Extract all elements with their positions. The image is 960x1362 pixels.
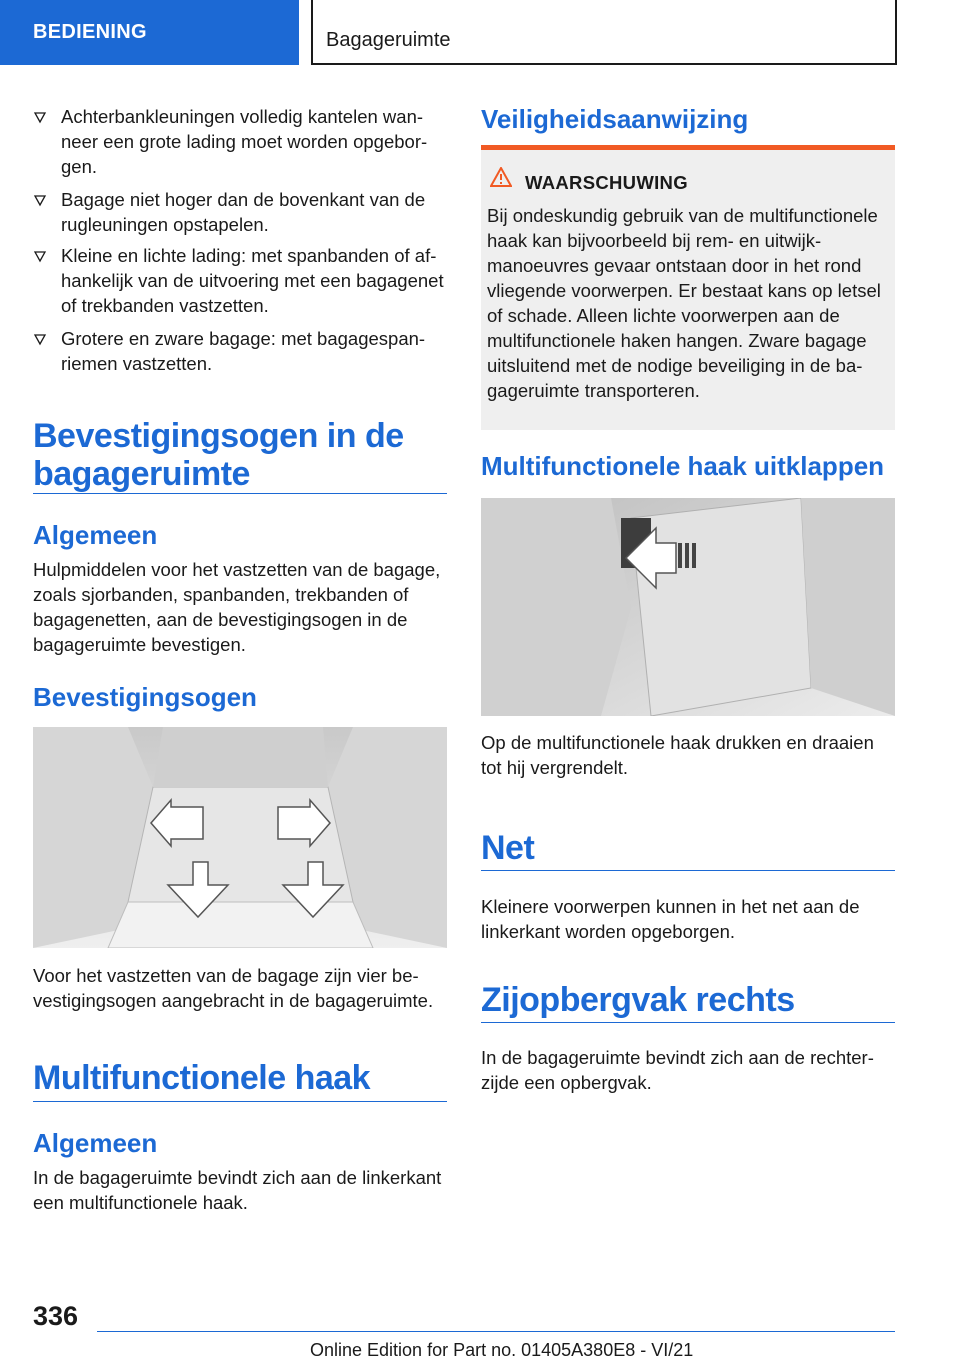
warning-triangle-icon xyxy=(490,167,512,187)
paragraph-eyes: Voor het vastzetten van de bagage zijn vier bevestigingsogen aangebracht in de bagageruimte. xyxy=(33,965,434,1011)
hook-illustration xyxy=(481,498,895,716)
heading-safety: Veiligheidsaanwijzing xyxy=(481,104,749,134)
trunk-fastening-eyes-image xyxy=(33,727,447,948)
heading-rule xyxy=(33,1101,447,1102)
paragraph-net: Kleinere voorwerpen kunnen in het net aan de linkerkant worden opgeborgen. xyxy=(481,896,860,942)
multifunction-hook-image xyxy=(481,498,895,716)
footer-rule xyxy=(97,1331,895,1332)
triangle-bullet-icon xyxy=(33,249,47,263)
section-title: BEDIENING xyxy=(33,21,147,43)
heading-net: Net xyxy=(481,829,535,867)
list-item xyxy=(33,187,447,237)
triangle-bullet-icon xyxy=(33,193,47,207)
list-item-text: Achterbankleuningen volledig kantelen wanneer een grote lading moet worden opgeborgen. xyxy=(61,106,428,177)
heading-general: Algemeen xyxy=(33,520,158,550)
list-item xyxy=(33,326,447,376)
heading-side-compartment: Zijopbergvak rechts xyxy=(481,981,795,1019)
heading-rule xyxy=(481,1022,895,1023)
chapter-tab xyxy=(311,0,897,65)
list-item-text: Bagage niet hoger dan de bovenkant van de rugleuningen opstapelen. xyxy=(61,189,426,235)
paragraph-general: Hulpmiddelen voor het vastzetten van de bagage, zoals sjorbanden, spanbanden, trekbanden of bagagenetten, aan de bevestigingsogen in de bagageruimte bevestigen. xyxy=(33,559,441,655)
heading-fold-out: Multifunctionele haak uitklappen xyxy=(481,451,885,481)
heading-rule xyxy=(481,870,895,871)
list-item xyxy=(33,243,447,318)
page-number: 336 xyxy=(33,1301,79,1331)
list-item xyxy=(33,104,447,179)
heading-eyes: Bevestigingsogen xyxy=(33,682,257,712)
triangle-bullet-icon xyxy=(33,110,47,124)
warning-text: Bij ondeskundig gebruik van de multifunctionele haak kan bijvoorbeeld bij rem- en uitwijkmanoeuvres gevaar ontstaan door in het rond vliegende voorwerpen. Er bestaat kans op letsel of schade. Alleen lichte voorwerpen aan de multifunctionele haken hangen. Zware bagage uitsluitend met de nodige beveiliging in de bagageruimte transporteren. xyxy=(487,205,881,401)
heading-general: Algemeen xyxy=(33,1128,158,1158)
edition-text: Online Edition for Part no. 01405A380E8 - VI/21 xyxy=(310,1340,694,1360)
warning-box xyxy=(481,145,895,430)
heading-multifunction-hook: Multifunctionele haak xyxy=(33,1059,371,1097)
section-tab xyxy=(0,0,299,65)
chapter-title: Bagageruimte xyxy=(326,29,451,51)
paragraph-general: In de bagageruimte bevindt zich aan de linkerkant een multifunctionele haak. xyxy=(33,1167,442,1213)
heading-rule xyxy=(33,493,447,494)
triangle-bullet-icon xyxy=(33,332,47,346)
list-item-text: Kleine en lichte lading: met spanbanden of afhankelijk van de uitvoering met een bagagenet of trekbanden vastzetten. xyxy=(61,245,444,316)
trunk-illustration xyxy=(33,727,447,948)
heading-fastening-eyes: Bevestigingsogen in de bagageruimte xyxy=(33,417,404,493)
paragraph-fold-out: Op de multifunctionele haak drukken en draaien tot hij vergrendelt. xyxy=(481,732,874,778)
warning-title: WAARSCHUWING xyxy=(525,172,688,193)
list-item-text: Grotere en zware bagage: met bagagespanriemen vastzetten. xyxy=(61,328,426,374)
paragraph-side-compartment: In de bagageruimte bevindt zich aan de rechterzijde een opbergvak. xyxy=(481,1047,874,1093)
